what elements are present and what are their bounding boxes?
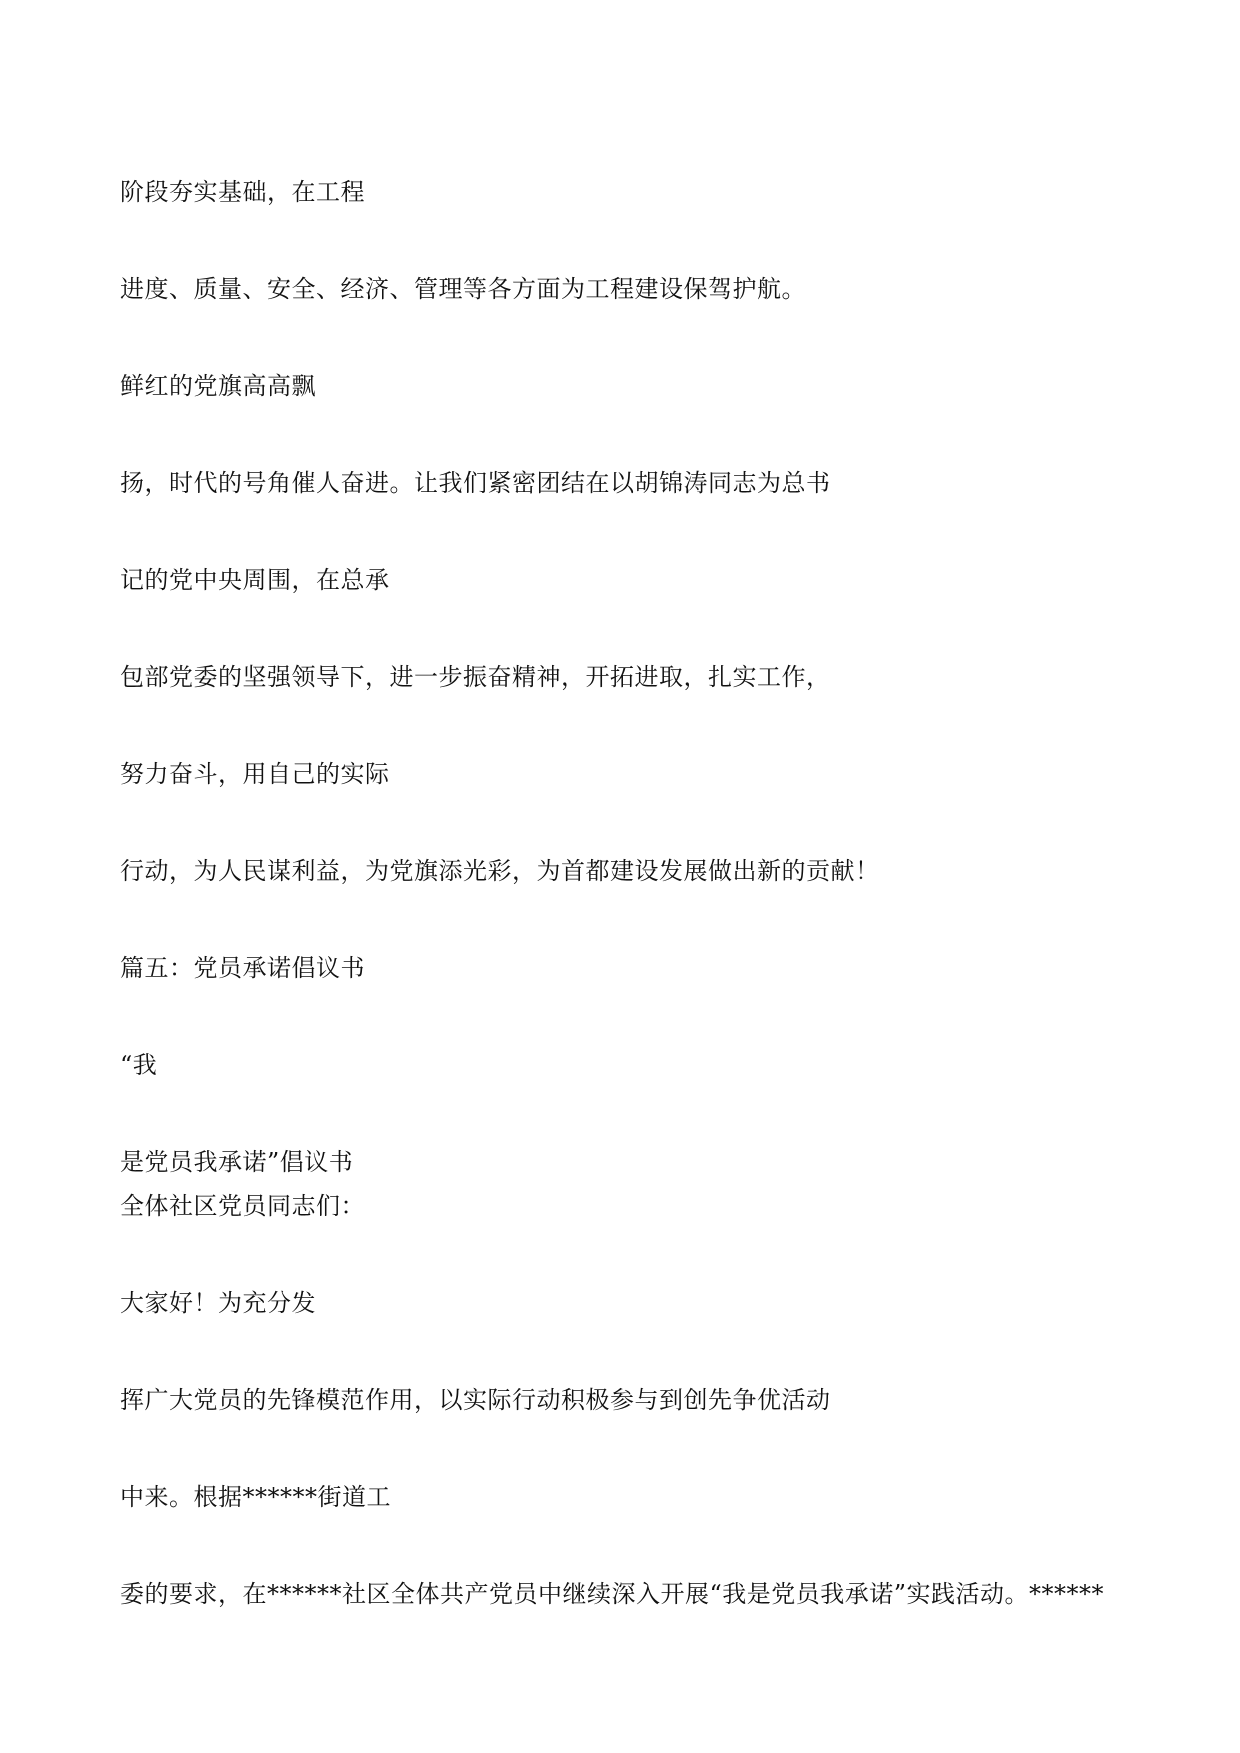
text-line: 大家好！为充分发 [120, 1289, 316, 1317]
text-line: 鲜红的党旗高高飘 [120, 372, 316, 400]
text-line: 记的党中央周围，在总承 [120, 566, 390, 594]
text-line: “我 [120, 1051, 158, 1079]
text-line: 行动，为人民谋利益，为党旗添光彩，为首都建设发展做出新的贡献！ [120, 857, 880, 885]
salutation: 全体社区党员同志们： [120, 1192, 365, 1220]
text-line: 进度、质量、安全、经济、管理等各方面为工程建设保驾护航。 [120, 275, 806, 303]
section-heading: 篇五：党员承诺倡议书 [120, 954, 365, 982]
text-line: 委的要求，在******社区全体共产党员中继续深入开展“我是党员我承诺”实践活动。****** [120, 1580, 1105, 1608]
text-line: 阶段夯实基础，在工程 [120, 178, 365, 206]
text-line: 中来。根据******街道工 [120, 1483, 391, 1511]
text-line: 扬，时代的号角催人奋进。让我们紧密团结在以胡锦涛同志为总书 [120, 469, 831, 497]
text-line: 挥广大党员的先锋模范作用，以实际行动积极参与到创先争优活动 [120, 1386, 831, 1414]
text-line: 是党员我承诺”倡议书 [120, 1148, 354, 1176]
text-line: 包部党委的坚强领导下，进一步振奋精神，开拓进取，扎实工作， [120, 663, 831, 691]
text-line: 努力奋斗，用自己的实际 [120, 760, 390, 788]
